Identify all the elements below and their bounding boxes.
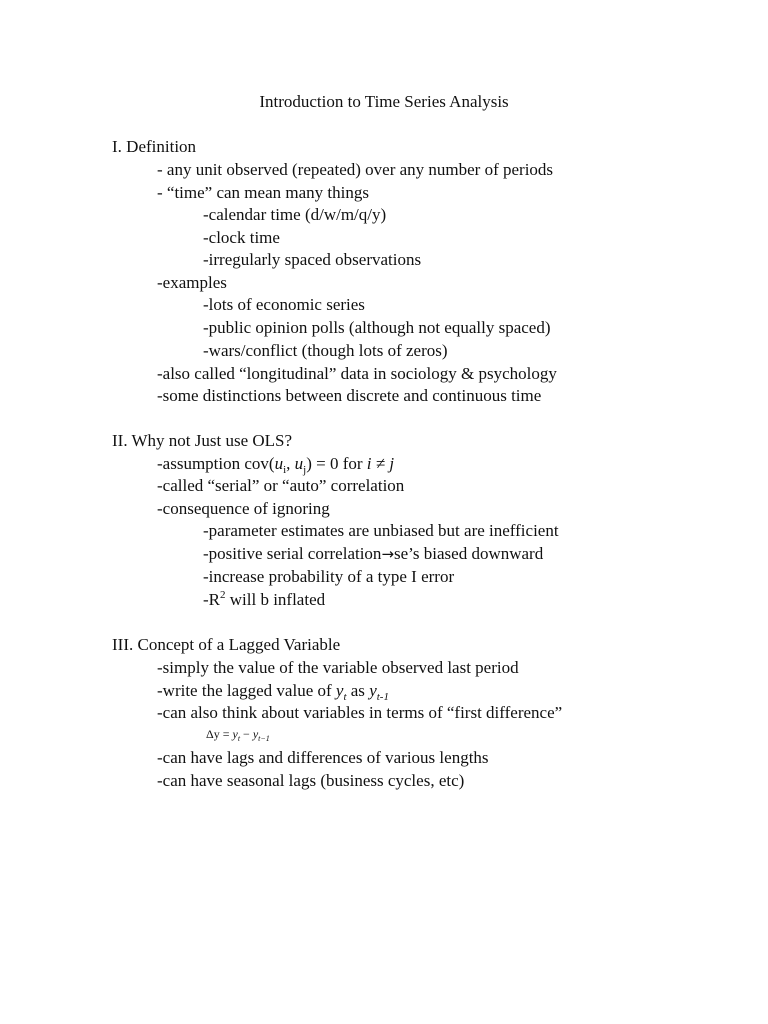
list-item: -calendar time (d/w/m/q/y)	[203, 205, 387, 224]
superscript: 2	[220, 589, 226, 601]
list-item: - “time” can mean many things	[157, 183, 369, 202]
text-fragment: will b inflated	[225, 590, 326, 609]
math-var: y	[369, 681, 377, 700]
section-heading-lagged-variable: III. Concept of a Lagged Variable	[112, 635, 341, 654]
text-fragment: −	[240, 727, 253, 741]
text-fragment: -R	[203, 590, 220, 609]
list-item: -simply the value of the variable observed last period	[157, 658, 519, 677]
list-item: -can have seasonal lags (business cycles, etc)	[157, 771, 465, 790]
subscript: t	[237, 734, 241, 743]
equation-first-difference	[206, 723, 270, 747]
list-item: -parameter estimates are unbiased but are inefficient	[203, 521, 559, 540]
list-item: -irregularly spaced observations	[203, 250, 422, 269]
equation-lhs: Δy =	[206, 727, 233, 741]
list-item: -can have lags and differences of various lengths	[157, 748, 489, 767]
math-var: y	[252, 727, 259, 741]
list-item: -some distinctions between discrete and continuous time	[157, 386, 542, 405]
list-item: -lots of economic series	[203, 295, 365, 314]
text-fragment: ) = 0 for	[306, 454, 367, 473]
subscript: t	[343, 691, 347, 703]
math-var: u	[294, 454, 304, 473]
list-item: -public opinion polls (although not equally spaced)	[203, 318, 551, 337]
text-fragment: -write the lagged value of	[157, 681, 336, 700]
subscript: j	[303, 464, 307, 476]
text-fragment: -assumption cov(	[157, 454, 275, 473]
list-item-lagged-value	[157, 680, 389, 704]
section-heading-why-not-ols: II. Why not Just use OLS?	[112, 431, 293, 450]
list-item-serial-correlation	[203, 543, 543, 565]
text-fragment: -positive serial correlation	[203, 544, 382, 563]
list-item: -consequence of ignoring	[157, 499, 330, 518]
text-fragment: as	[346, 681, 370, 700]
list-item: -can also think about variables in terms of “first difference”	[157, 703, 563, 722]
list-item: - any unit observed (repeated) over any number of periods	[157, 160, 554, 179]
list-item: -examples	[157, 273, 227, 292]
list-item: -increase probability of a type I error	[203, 567, 455, 586]
subscript: t−1	[258, 734, 270, 743]
list-item: -wars/conflict (though lots of zeros)	[203, 341, 448, 360]
text-fragment: se’s biased downward	[394, 544, 544, 563]
math-var: y	[232, 727, 238, 741]
subscript: t-1	[376, 691, 389, 703]
section-heading-definition: I. Definition	[112, 137, 197, 156]
list-item: -clock time	[203, 228, 280, 247]
list-item-r-squared	[203, 589, 325, 613]
right-arrow-icon: →	[381, 545, 395, 563]
page-title: Introduction to Time Series Analysis	[259, 92, 509, 111]
math-condition: i ≠ j	[366, 454, 395, 473]
math-var: y	[335, 681, 344, 700]
list-item-assumption	[157, 453, 394, 477]
math-var: u	[274, 454, 284, 473]
text-fragment: ,	[286, 454, 295, 473]
subscript: i	[283, 464, 287, 476]
list-item: -also called “longitudinal” data in sociology & psychology	[157, 364, 557, 383]
list-item: -called “serial” or “auto” correlation	[157, 476, 405, 495]
